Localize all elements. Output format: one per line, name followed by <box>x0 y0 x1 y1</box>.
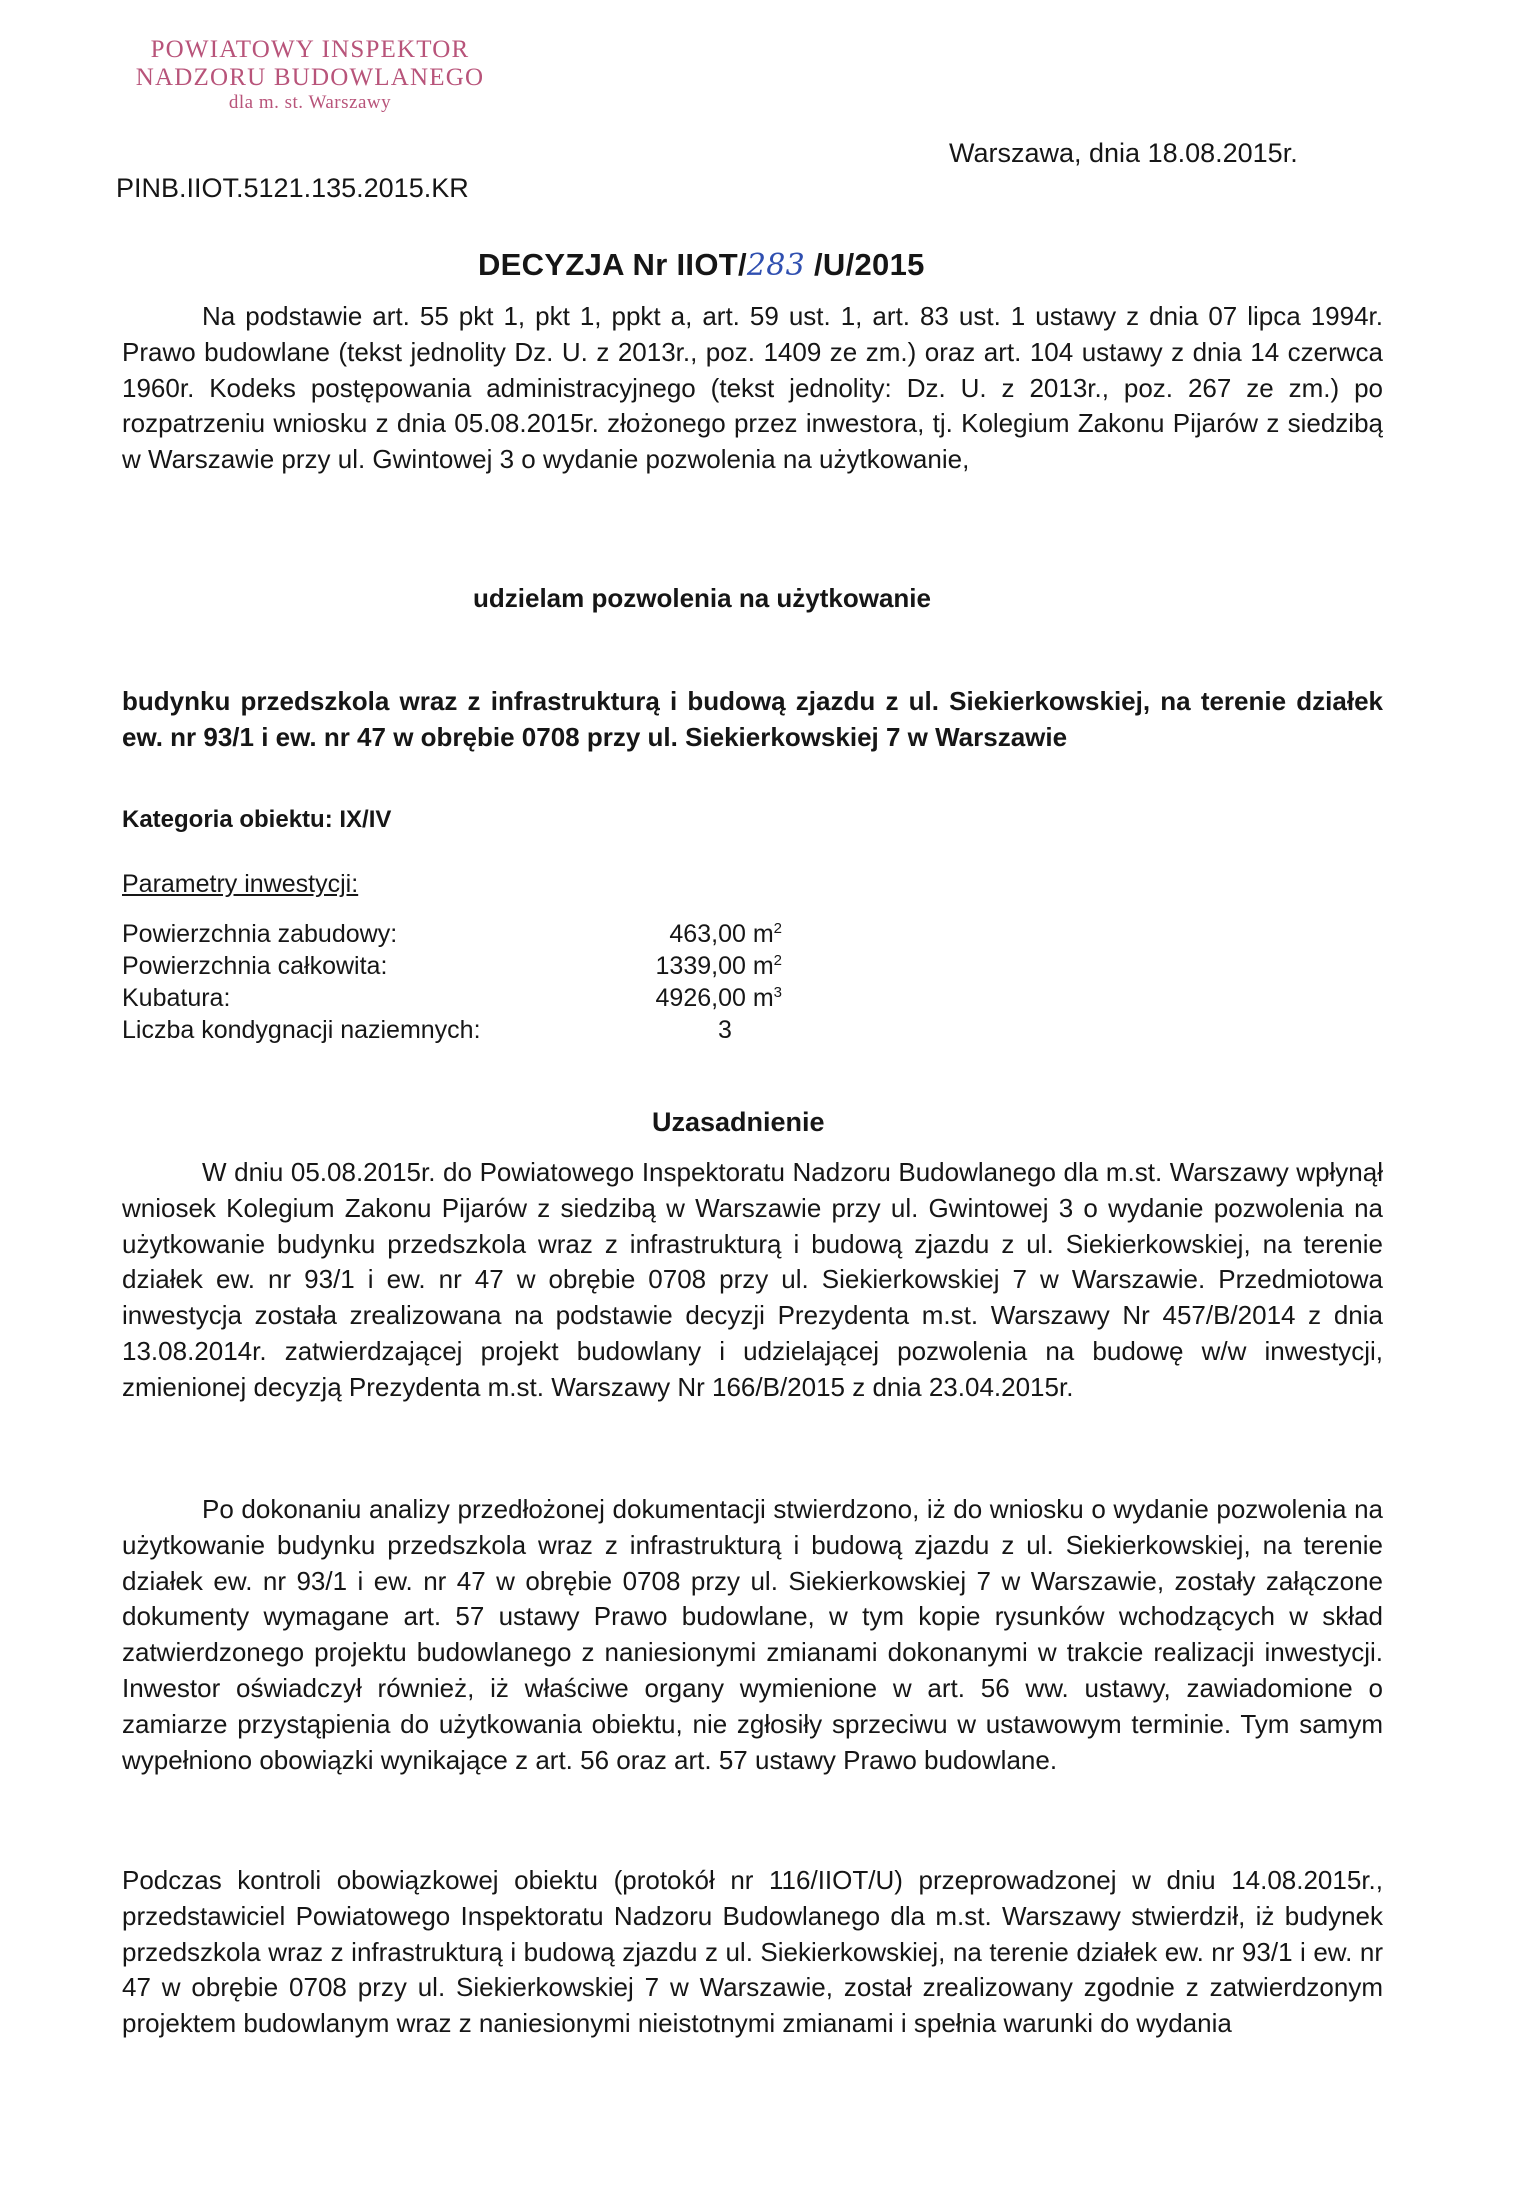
parameter-row <box>122 950 822 982</box>
justification-paragraph-3: Podczas kontroli obowiązkowej obiektu (protokół nr 116/IIOT/U) przeprowadzonej w dniu 14.08.2015r., przedstawiciel Powiatowego Inspektoratu Nadzoru Budowlanego dla m.st. Warszawy stwierdził, iż budynek przedszkola wraz z infrastrukturą i budową zjazdu z ul. Siekierkowskiej, na terenie działek ew. nr 93/1 i ew. nr 47 w obrębie 0708 przy ul. Siekierkowskiej 7 w Warszawie, został zrealizowany zgodnie z zatwierdzonym projektem budowlanym wraz z naniesionymi nieistotnymi zmianami i spełnia warunki do wydania <box>122 1865 1383 2039</box>
stamp-line-2: NADZORU BUDOWLANEGO <box>135 64 485 91</box>
parameters-list <box>122 918 822 1046</box>
handwritten-decision-number: 283 <box>746 248 806 283</box>
parameter-value: 1339,00 $m^2$ <box>655 952 782 980</box>
document-date: Warszawa, dnia 18.08.2015r. <box>949 138 1298 168</box>
decision-title <box>478 247 925 283</box>
parameter-row <box>122 982 822 1014</box>
decision-title-suffix: /U/2015 <box>805 247 925 282</box>
parameter-row <box>122 1014 822 1046</box>
legal-basis-paragraph: Na podstawie art. 55 pkt 1, pkt 1, ppkt a, art. 59 ust. 1, art. 83 ust. 1 ustawy z dnia 07 lipca 1994r. Prawo budowlane (tekst jednolity Dz. U. z 2013r., poz. 1409 ze zm.) oraz art. 104 ustawy z dnia 14 czerwca 1960r. Kodeks postępowania administracyjnego (tekst jednolity: Dz. U. z 2013r., poz. 267 ze zm.) po rozpatrzeniu wniosku z dnia 05.08.2015r. złożonego przez inwestora, tj. Kolegium Zakonu Pijarów z siedzibą w Warszawie przy ul. Gwintowej 3 o wydanie pozwolenia na użytkowanie, <box>122 301 1383 475</box>
decision-subject: budynku przedszkola wraz z infrastrukturą i budową zjazdu z ul. Siekierkowskiej, na terenie działek ew. nr 93/1 i ew. nr 47 w obrębie 0708 przy ul. Siekierkowskiej 7 w Warszawie <box>122 686 1383 752</box>
object-category: Kategoria obiektu: IX/IV <box>122 806 392 833</box>
justification-paragraph-1: W dniu 05.08.2015r. do Powiatowego Inspektoratu Nadzoru Budowlanego dla m.st. Warszawy wpłynął wniosek Kolegium Zakonu Pijarów z siedzibą w Warszawie przy ul. Gwintowej 3 o wydanie pozwolenia na użytkowanie budynku przedszkola wraz z infrastrukturą i budową zjazdu z ul. Siekierkowskiej, na terenie działek ew. nr 93/1 i ew. nr 47 w obrębie 0708 przy ul. Siekierkowskiej 7 w Warszawie. Przedmiotowa inwestycja została zrealizowana na podstawie decyzji Prezydenta m.st. Warszawy Nr 457/B/2014 z dnia 13.08.2014r. zatwierdzającej projekt budowlany i udzielającej pozwolenia na budowę w/w inwestycji, zmienionej decyzją Prezydenta m.st. Warszawy Nr 166/B/2015 z dnia 23.04.2015r. <box>122 1157 1383 1402</box>
parameter-value: 4926,00 $m^3$ <box>655 984 782 1012</box>
parameter-row <box>122 918 822 950</box>
grant-statement: udzielam pozwolenia na użytkowanie <box>473 583 931 613</box>
stamp-line-3: dla m. st. Warszawy <box>228 92 392 113</box>
case-signature: PINB.IIOT.5121.135.2015.KR <box>116 173 469 203</box>
parameter-value: 463,00 $m^2$ <box>669 920 782 948</box>
parameters-heading: Parametry inwestycji: <box>122 870 359 898</box>
stamp-line-1: POWIATOWY INSPEKTOR <box>150 36 470 63</box>
parameter-label: Powierzchnia zabudowy: <box>122 920 398 948</box>
office-stamp <box>130 36 490 113</box>
justification-paragraph-2: Po dokonaniu analizy przedłożonej dokumentacji stwierdzono, iż do wniosku o wydanie pozwolenia na użytkowanie budynku przedszkola wraz z infrastrukturą i budową zjazdu z ul. Siekierkowskiej, na terenie działek ew. nr 93/1 i ew. nr 47 w obrębie 0708 przy ul. Siekierkowskiej 7 w Warszawie, zostały załączone dokumenty wymagane art. 57 ustawy Prawo budowlane, w tym kopie rysunków wchodzących w skład zatwierdzonego projektu budowlanego z naniesionymi zmianami dokonanymi w trakcie realizacji inwestycji. Inwestor oświadczył również, iż właściwe organy wymienione w art. 56 ww. ustawy, zawiadomione o zamiarze przystąpienia do użytkowania obiektu, nie zgłosiły sprzeciwu w ustawowym terminie. Tym samym wypełniono obowiązki wynikające z art. 56 oraz art. 57 ustawy Prawo budowlane. <box>122 1494 1383 1775</box>
decision-title-prefix: DECYZJA Nr IIOT/ <box>478 247 747 282</box>
parameter-value: 3 <box>718 1016 732 1044</box>
parameter-label: Kubatura: <box>122 984 231 1012</box>
parameter-label: Liczba kondygnacji naziemnych: <box>122 1016 481 1044</box>
justification-heading: Uzasadnienie <box>652 1107 825 1137</box>
parameter-label: Powierzchnia całkowita: <box>122 952 388 980</box>
